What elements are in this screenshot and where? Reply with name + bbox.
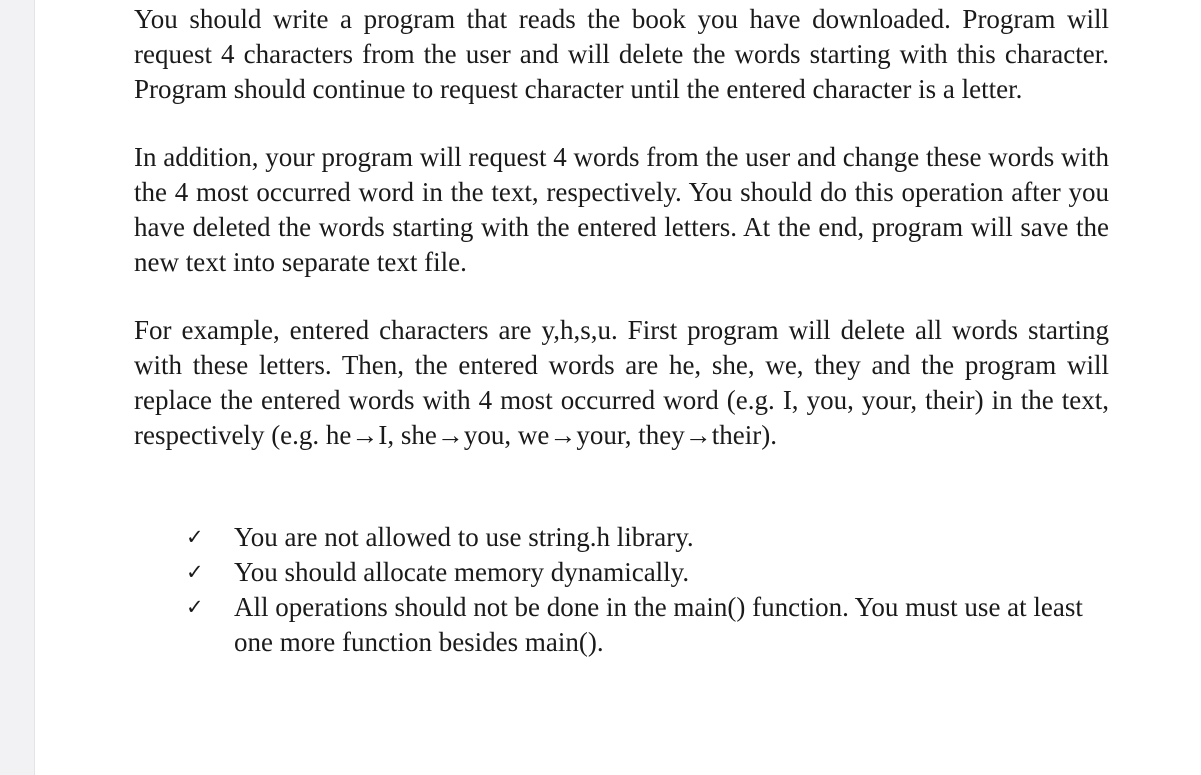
paragraph-2: In addition, your program will request 4 words from the user and change these words with the 4 most occurred word in the text, respectively. You should do this operation after you have deleted the words starting with the entered letters. At the end, program will save the new text into separate text file. — [134, 142, 1109, 277]
document-page — [134, 2, 1109, 660]
checklist-item-text: You should allocate memory dynamically. — [234, 557, 690, 587]
requirements-checklist — [134, 520, 1109, 660]
checkmark-icon: ✓ — [186, 525, 204, 549]
checklist-item — [134, 590, 1109, 660]
paragraph-1: You should write a program that reads the book you have downloaded. Program will request 4 characters from the user and will delete the words starting with this character. Program should continue to request character until the entered character is a letter. — [134, 4, 1109, 104]
checklist-item — [134, 555, 1109, 590]
checklist-item-text: You are not allowed to use string.h library. — [234, 522, 694, 552]
checklist-item — [134, 520, 1109, 555]
paragraph-3: For example, entered characters are y,h,s,u. First program will delete all words starting with these letters. Then, the entered words are he, she, we, they and the program will replace the entered words with 4 most occurred word (e.g. I, you, your, their) in the text, respectively (e.g. he→I, she→you, we→your, they→their). — [134, 315, 1109, 450]
checkmark-icon: ✓ — [186, 595, 204, 619]
checkmark-icon: ✓ — [186, 560, 204, 584]
left-margin-gutter — [0, 0, 35, 775]
checklist-item-text: All operations should not be done in the main() function. You must use at least one more function besides main(). — [234, 592, 1083, 657]
